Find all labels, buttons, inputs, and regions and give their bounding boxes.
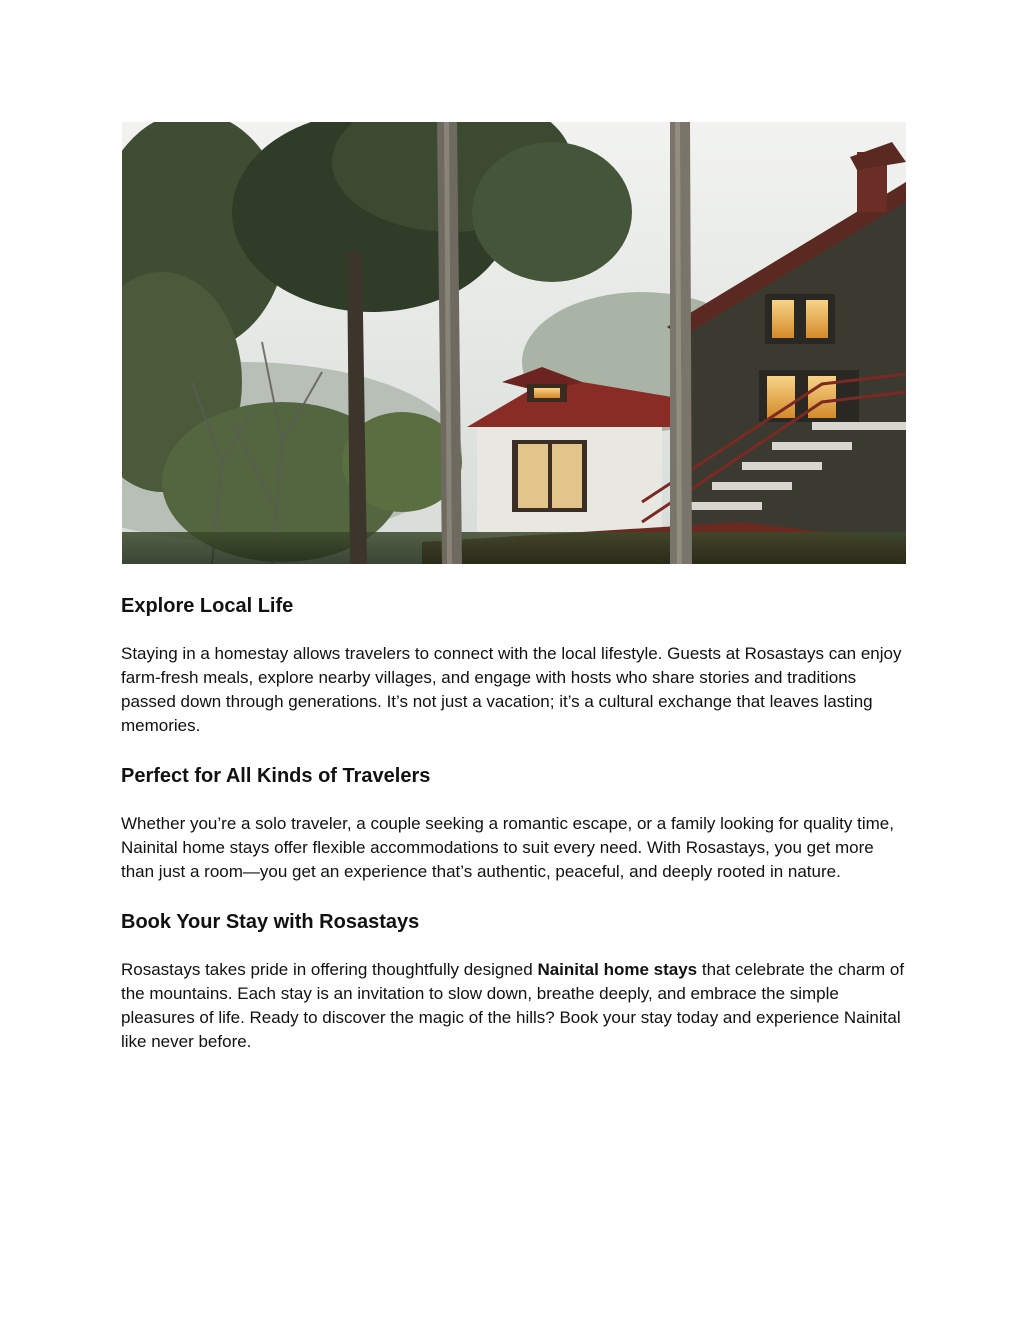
article-body [121, 592, 911, 1054]
section-paragraph [121, 958, 911, 1054]
hero-image [122, 122, 906, 564]
paragraph-text: Rosastays takes pride in offering thoughtfully designed [121, 960, 538, 979]
homestay-cottage-photo-icon [122, 122, 906, 564]
section-paragraph: Staying in a homestay allows travelers to connect with the local lifestyle. Guests at Rosastays can enjoy farm-fresh meals, explore nearby villages, and engage with hosts who share stories and traditions passed down through generations. It’s not just a vacation; it’s a cultural exchange that leaves lasting memories. [121, 644, 902, 735]
section-heading: Book Your Stay with Rosastays [121, 911, 420, 933]
section-heading: Explore Local Life [121, 595, 294, 617]
section-heading: Perfect for All Kinds of Travelers [121, 765, 431, 787]
paragraph-text: that celebrate the charm of the mountains. Each stay is an invitation to slow down, breathe deeply, and embrace the simple pleasures of life. Ready to discover the magic of the hills? Book your stay today and experience Nainital like never before. [121, 960, 905, 1051]
bold-keyword: Nainital home stays [537, 960, 698, 979]
section-paragraph: Whether you’re a solo traveler, a couple seeking a romantic escape, or a family looking for quality time, Nainital home stays offer flexible accommodations to suit every need. With Rosastays, you get more than just a room—you get an experience that’s authentic, peaceful, and deeply rooted in nature. [121, 814, 894, 881]
